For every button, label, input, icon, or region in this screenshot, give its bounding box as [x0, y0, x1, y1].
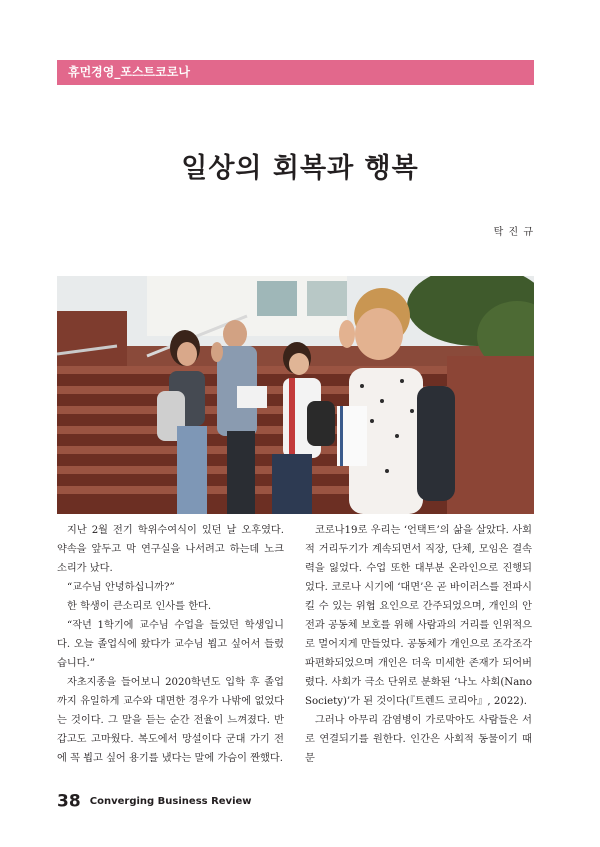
article-title: 일상의 회복과 행복	[181, 153, 419, 184]
magazine-name: Converging Business Review	[89, 796, 252, 807]
paragraph: 자초지종을 들어보니 2020학년도 입학 후 졸업까지 유일하게 교수와 대면한 경우가 나밖에 없었다는 것이다. 그 말을 듣는 순간 전율이 느껴졌다. 반갑고도 고마웠다. 복도에서 망설이다 군대 가기 전에 꼭 뵙고 싶어 용기를 냈다는 말에 가슴이 짠했다.	[57, 677, 284, 764]
page-number: 38	[57, 791, 81, 812]
paragraph: “작년 1학기에 교수님 수업을 들었던 학생입니다. 오늘 졸업식에 왔다가 교수님 뵙고 싶어서 들렀습니다.”	[57, 620, 284, 669]
section-label: 휴먼경영_포스트코로나	[68, 65, 190, 79]
paragraph: 한 학생이 큰소리로 인사를 한다.	[67, 601, 212, 612]
article-photo	[57, 276, 534, 514]
body-column-left	[57, 521, 284, 768]
paragraph: “교수님 안녕하십니까?”	[67, 582, 175, 593]
paragraph: 코로나19로 우리는 ‘언택트’의 삶을 살았다. 사회적 거리두기가 계속되면서 직장, 단체, 모임은 결속력을 잃었다. 수업 또한 대부분 온라인으로 진행되었다. 코로나 시기에 ‘대면’은 곧 바이러스를 전파시킬 수 있는 위협 요인으로 간주되었으며, 개인의 안전과 공동체 보호를 위해 사람과의 거리를 인위적으로 멀어지게 만들었다. 공동체가 개인으로 조각조각 파편화되었으며 개인은 더욱 미세한 존재가 되어버렸다. 사회가 극소 단위로 분화된 ‘나노 사회(Nano Society)’가 된 것이다(『트렌드 코리아』, 2022).	[305, 525, 532, 707]
section-header-bar	[57, 60, 534, 85]
paragraph: 그러나 아무리 감염병이 가로막아도 사람들은 서로 연결되기를 원한다. 인간은 사회적 동물이기 때문	[305, 715, 532, 764]
article-author: 탁 진 규	[493, 227, 534, 238]
photo-students-icon	[57, 276, 534, 514]
page-footer	[57, 791, 252, 812]
paragraph: 지난 2월 전기 학위수여식이 있던 날 오후였다. 약속을 앞두고 막 연구실을 나서려고 하는데 노크 소리가 났다.	[57, 525, 284, 574]
body-column-right	[305, 521, 532, 768]
